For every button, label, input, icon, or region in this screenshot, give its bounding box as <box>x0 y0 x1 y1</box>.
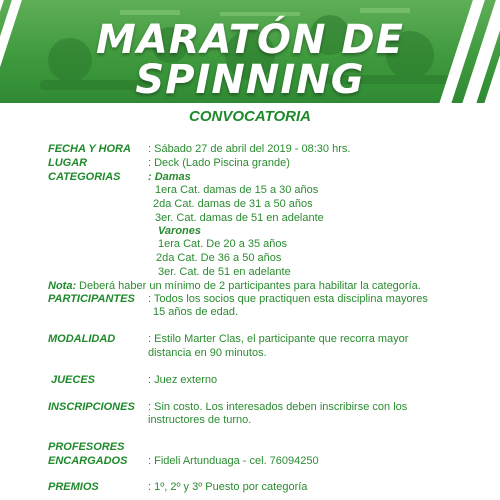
modalidad-value-line1: : Estilo Marter Clas, el participante que recorra mayor <box>148 333 409 345</box>
varones-heading: Varones <box>158 225 202 237</box>
participantes-label: PARTICIPANTES <box>48 293 135 305</box>
fecha-label: FECHA Y HORA <box>48 143 131 155</box>
profesores-value: : Fideli Artunduaga - cel. 76094250 <box>148 455 319 467</box>
varones-cat-1: 1era Cat. De 20 a 35 años <box>158 238 288 250</box>
nota-label: Nota: <box>48 280 77 292</box>
profesores-label-line1: PROFESORES <box>48 441 125 453</box>
subtitle: CONVOCATORIA <box>189 108 311 125</box>
inscripciones-value-line2: instructores de turno. <box>148 414 252 426</box>
modalidad-value-line2: distancia en 90 minutos. <box>148 347 267 359</box>
modalidad-label: MODALIDAD <box>48 333 116 345</box>
header-banner <box>0 0 500 103</box>
banner-title-line2: SPINNING <box>135 57 365 103</box>
participantes-value-line1: : Todos los socios que practiquen esta disciplina mayores <box>148 293 428 305</box>
banner-title-line1: MARATÓN DE <box>96 17 404 63</box>
inscripciones-value-line1: : Sin costo. Los interesados deben inscribirse con los <box>148 401 408 413</box>
nota-value: Deberá haber un mínimo de 2 participantes para habilitar la categoría. <box>79 280 421 292</box>
lugar-label: LUGAR <box>48 157 88 169</box>
profesores-label-line2: ENCARGADOS <box>48 455 128 467</box>
premios-value: : 1º, 2º y 3º Puesto por categoría <box>148 481 308 493</box>
damas-cat-2: 2da Cat. damas de 31 a 50 años <box>153 198 313 210</box>
participantes-value-line2: 15 años de edad. <box>153 306 239 318</box>
varones-cat-3: 3er. Cat. de 51 en adelante <box>158 266 291 278</box>
premios-label: PREMIOS <box>48 481 99 493</box>
categorias-label: CATEGORIAS <box>48 171 121 183</box>
fecha-value: : Sábado 27 de abril del 2019 - 08:30 hrs. <box>148 143 351 155</box>
damas-cat-3: 3er. Cat. damas de 51 en adelante <box>155 212 324 224</box>
varones-cat-2: 2da Cat. De 36 a 50 años <box>156 252 282 264</box>
jueces-label: JUECES <box>51 374 96 386</box>
lugar-value: : Deck (Lado Piscina grande) <box>148 157 290 169</box>
jueces-value: : Juez externo <box>148 374 218 386</box>
inscripciones-label: INSCRIPCIONES <box>48 401 135 413</box>
damas-heading: : Damas <box>148 171 191 183</box>
damas-cat-1: 1era Cat. damas de 15 a 30 años <box>155 184 319 196</box>
